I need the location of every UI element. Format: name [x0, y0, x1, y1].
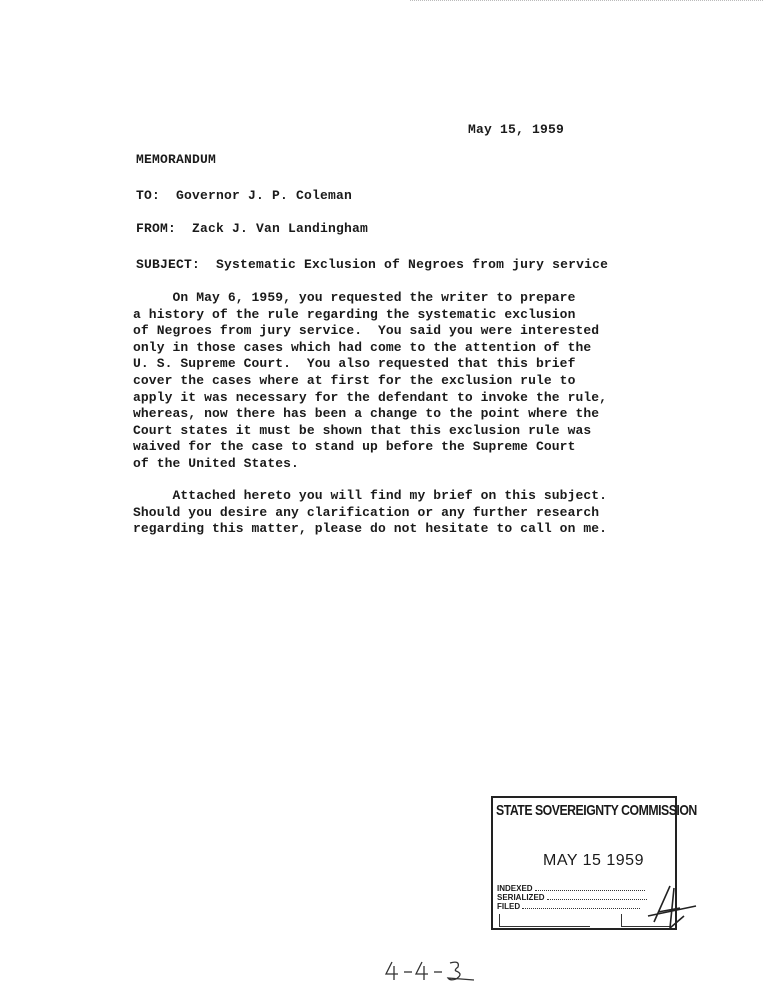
top-dotted-line	[410, 0, 763, 3]
body-paragraph-2: Attached hereto you will find my brief on this subject. Should you desire any clarification or any further research regarding this matter, please do not hesitate to call on me.	[133, 488, 608, 537]
stamp-field-filed: FILED	[497, 902, 640, 911]
subject-value: Systematic Exclusion of Negroes from jury service	[216, 257, 609, 272]
memo-heading: MEMORANDUM	[136, 152, 217, 167]
stamp-field-indexed: INDEXED	[497, 884, 645, 893]
subject-line	[136, 257, 608, 272]
to-line	[136, 188, 352, 203]
stamp-title: STATE SOVEREIGNTY COMMISSION	[496, 802, 697, 819]
stamp-date: MAY 15 1959	[543, 852, 644, 869]
stamp-field-serialized: SERIALIZED	[497, 893, 647, 902]
from-value: Zack J. Van Landingham	[192, 221, 369, 236]
memo-date: May 15, 1959	[468, 122, 565, 137]
handwritten-number-icon	[384, 958, 484, 984]
from-line	[136, 221, 368, 236]
subject-label: SUBJECT:	[136, 257, 201, 272]
stamp-box-left	[499, 914, 590, 927]
to-value: Governor J. P. Coleman	[176, 188, 353, 203]
handwritten-initials-icon	[640, 882, 700, 932]
body-paragraph-1: On May 6, 1959, you requested the writer to prepare a history of the rule regarding the systematic exclusion of Negroes from jury service. You said you were interested only in those cases which had come to the attention of the U. S. Supreme Court. You also requested that this brief cover the cases where at first for the exclusion rule to apply it was necessary for the defendant to invoke the rule, whereas, now there has been a change to the point where the Court states it must be shown that this exclusion rule was waived for the case to stand up before the Supreme Court of the United States.	[133, 290, 608, 471]
to-label: TO:	[136, 188, 161, 203]
from-label: FROM:	[136, 221, 177, 236]
